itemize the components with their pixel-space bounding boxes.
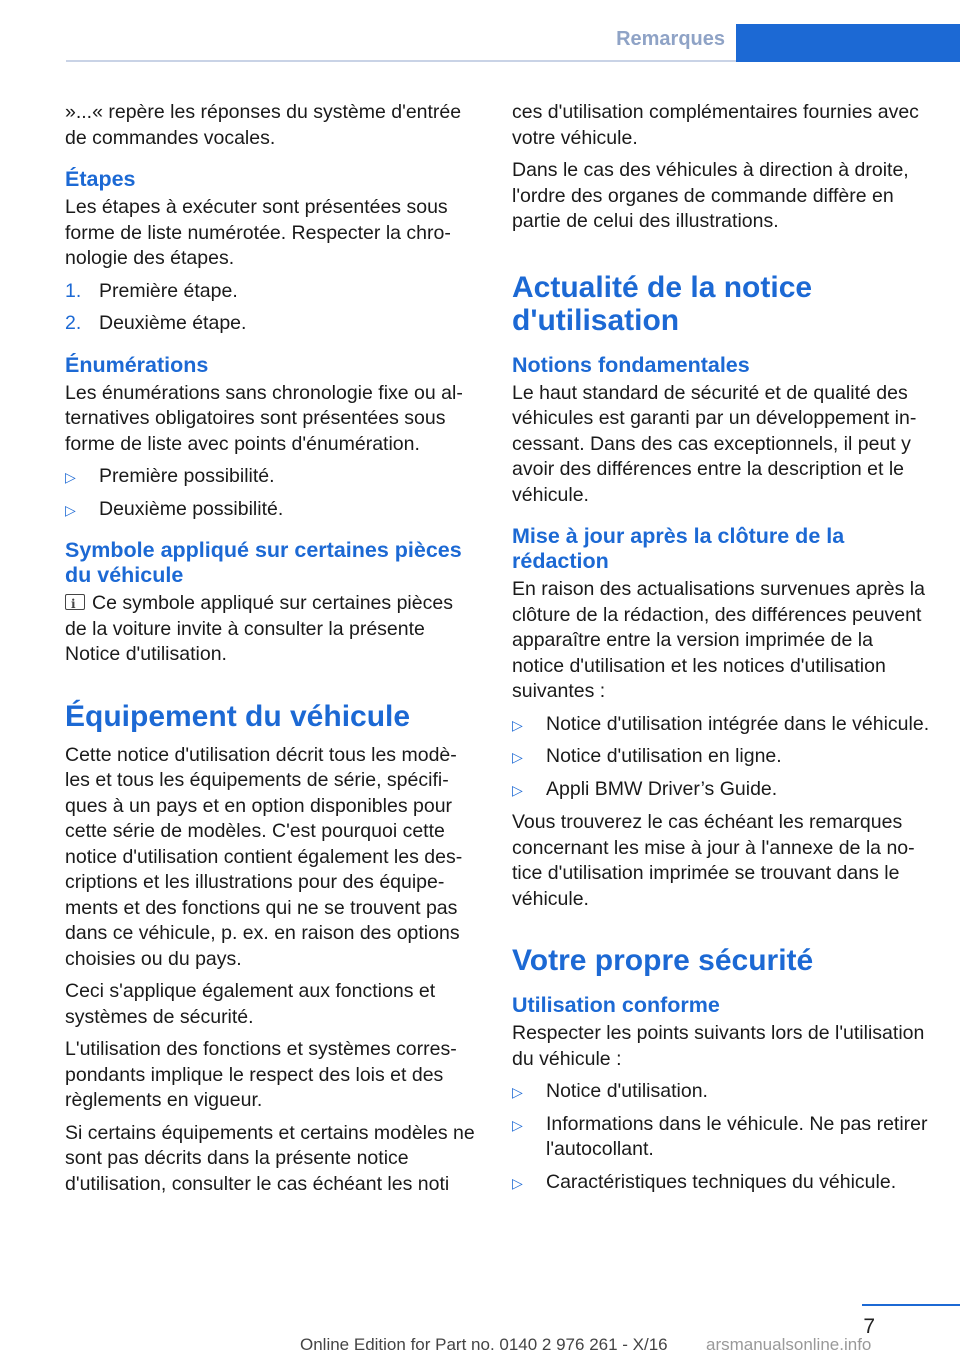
equipement-paragraph: Ceci s'applique également aux fonctions et systèmes de sécurité. [65, 980, 436, 1028]
list-item [512, 777, 930, 803]
list-item-label: Notice d'utilisation. [546, 1080, 708, 1102]
heading-utilisation: Utilisation conforme [512, 993, 720, 1017]
numbered-list [65, 279, 475, 337]
list-item [512, 744, 930, 770]
heading-mise-a-jour: Mise à jour après la clôture de la rédaction [512, 524, 845, 573]
triangle-bullet-icon: ▷ [512, 716, 523, 733]
list-item [65, 311, 475, 337]
manual-info-icon [65, 594, 85, 610]
list-item-label: Caractéristiques techniques du véhicule. [546, 1170, 897, 1193]
intro-paragraph: »...« repère les réponses du système d'entrée de commandes vocales. [65, 101, 462, 149]
mise-a-jour-paragraph: En raison des actualisations survenues après la clôture de la rédaction, des différences peuvent apparaître entre la version imprimée de la notice d'utilisation et les notices d'utilisation suivantes : [512, 578, 925, 702]
etapes-paragraph: Les étapes à exécuter sont présentées sous forme de liste numérotée. Respecter la chronologie des étapes. [65, 196, 451, 269]
step-number: 2. [65, 312, 82, 334]
list-item-label: Appli BMW Driver’s Guide. [546, 777, 778, 800]
list-item-label: Deuxième possibilité. [99, 497, 284, 520]
step-number: 1. [65, 279, 82, 302]
right-column [512, 100, 930, 1203]
list-item [512, 1079, 930, 1105]
heading-etapes: Étapes [65, 167, 136, 191]
list-item [512, 1112, 930, 1163]
continuation-paragraph: ces d'utilisation complémentaires fournies avec votre véhicule. [512, 101, 919, 149]
list-item [65, 497, 475, 523]
list-item-label: Première étape. [99, 279, 238, 302]
heading-symbole: Symbole appliqué sur certaines pièces du véhicule [65, 538, 462, 587]
triangle-bullet-icon: ▷ [65, 501, 76, 518]
list-item [65, 464, 475, 490]
header-rule [66, 60, 736, 62]
left-column [65, 100, 475, 1204]
list-item-label: Première possibilité. [99, 465, 275, 487]
triangle-bullet-icon: ▷ [512, 1174, 523, 1191]
triangle-bullet-icon: ▷ [512, 781, 523, 798]
list-item [512, 1170, 930, 1196]
list-item-label: Deuxième étape. [99, 312, 247, 334]
bullet-list [512, 712, 930, 803]
enumerations-paragraph: Les énumérations sans chronologie fixe ou alternatives obligatoires sont présentées sous forme de liste avec points d'énumération. [65, 381, 463, 455]
page-number: 7 [863, 1315, 875, 1338]
bullet-list [65, 464, 475, 522]
heading-actualite: Actualité de la notice d'utilisation [512, 270, 813, 337]
list-item-label: Notice d'utilisation en ligne. [546, 745, 782, 767]
heading-notions: Notions fondamentales [512, 352, 750, 377]
heading-equipement: Équipement du véhicule [65, 699, 411, 733]
triangle-bullet-icon: ▷ [512, 1116, 523, 1133]
triangle-bullet-icon: ▷ [512, 1084, 523, 1100]
triangle-bullet-icon: ▷ [65, 469, 76, 485]
heading-enumerations: Énumérations [65, 352, 209, 377]
symbole-paragraph [65, 591, 475, 668]
header-color-block [736, 24, 960, 62]
bullet-list [512, 1079, 930, 1195]
heading-securite: Votre propre sécurité [512, 944, 814, 977]
mise-a-jour-closing: Vous trouverez le cas échéant les remarques concernant les mise à jour à l'annexe de la notice d'utilisation imprimée se trouvant dans le véhicule. [512, 811, 915, 910]
list-item-label: Informations dans le véhicule. Ne pas retirer l'autocollant. [546, 1112, 928, 1160]
equipement-paragraph: Si certains équipements et certains modèles ne sont pas décrits dans la présente notice d'utilisation, consulter le cas échéant les noti [65, 1121, 475, 1195]
list-item [512, 712, 930, 738]
footer-rule [862, 1304, 960, 1306]
section-title: Remarques [616, 28, 725, 50]
notions-paragraph: Le haut standard de sécurité et de qualité des véhicules est garanti par un développement incessant. Dans des cas exceptionnels, il peut y avoir des différences entre la description et le véhicule. [512, 381, 917, 506]
equipement-paragraph: Cette notice d'utilisation décrit tous les modèles et tous les équipements de série, spécifiques à un pays et en option disponibles pour cette série de modèles. C'est pourquoi cette notice d'utilisation contient également les descriptions et les illustrations pour des équipements et des fonctions qui ne se trouvent pas dans ce véhicule, p. ex. en raison des options choisies ou du pays. [65, 743, 463, 970]
footer-watermark: arsmanualsonline.info [706, 1335, 872, 1354]
symbole-text: Ce symbole appliqué sur certaines pièces de la voiture invite à consulter la présente Notice d'utilisation. [65, 592, 453, 665]
continuation-paragraph: Dans le cas des véhicules à direction à droite, l'ordre des organes de commande diffère en partie de celui des illustrations. [512, 159, 909, 232]
triangle-bullet-icon: ▷ [512, 749, 523, 765]
equipement-paragraph: L'utilisation des fonctions et systèmes correspondants implique le respect des lois et des règlements en vigueur. [65, 1038, 457, 1111]
utilisation-paragraph: Respecter les points suivants lors de l'utilisation du véhicule : [512, 1022, 925, 1070]
list-item [65, 279, 475, 305]
list-item-label: Notice d'utilisation intégrée dans le véhicule. [546, 712, 930, 735]
footer-edition: Online Edition for Part no. 0140 2 976 261 - X/16 [300, 1335, 668, 1354]
